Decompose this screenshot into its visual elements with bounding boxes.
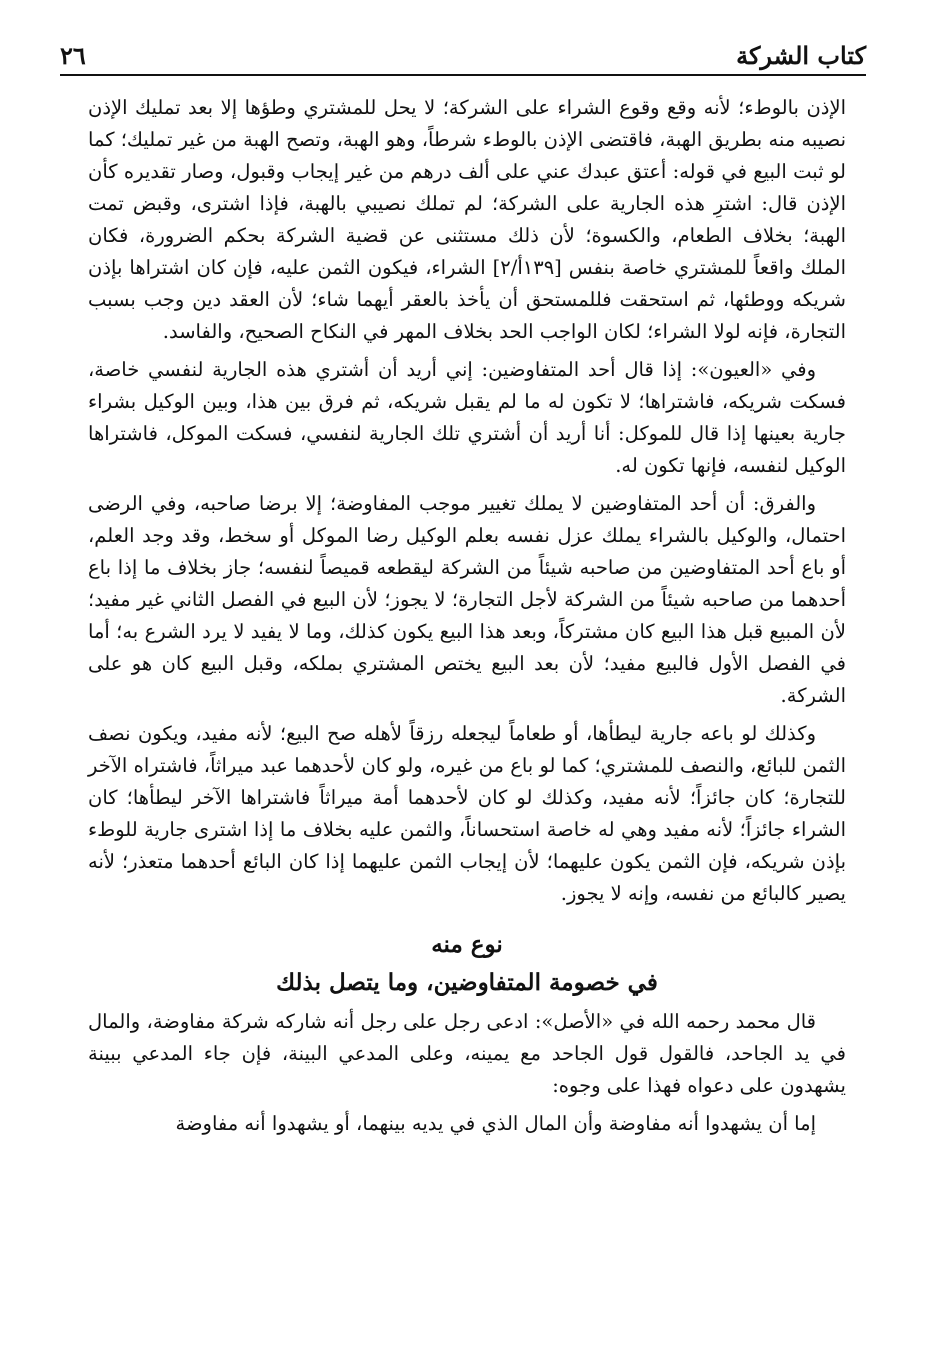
paragraph: قال محمد رحمه الله في «الأصل»: ادعى رجل على رجل أنه شاركه شركة مفاوضة، والمال في يد الجاحد، فالقول قول الجاحد مع يمينه، وعلى المدعي البينة، فإن جاء المدعي ببينة يشهدون على دعواه فهذا على وجوه:: [88, 1010, 846, 1097]
section-heading: [88, 926, 846, 1002]
paragraph: والفرق: أن أحد المتفاوضين لا يملك تغيير موجب المفاوضة؛ إلا برضا صاحبه، وفي الرضى احتمال، والوكيل بالشراء يملك عزل نفسه بعلم الوكيل رضا الموكل أو سخط، وقد وجد العلم، أو باع أحد المتفاوضين من صاحبه شيئاً من الشركة ليقطعه قميصاً لنفسه؛ جاز بخلاف ما إذا باع أحدهما من صاحبه شيئاً من الشركة لأجل التجارة؛ لا يجوز؛ لأن البيع في الفصل الثاني غير مفيد؛ لأن المبيع قبل هذا البيع كان مشتركاً، وبعد هذا البيع يكون كذلك، وما لا يفيد لا يرد الشرع به؛ أما في الفصل الأول فالبيع مفيد؛ لأن بعد البيع يختص المشتري بملكه، وقبل البيع كان هو على الشركة.: [88, 492, 846, 707]
paragraph: إما أن يشهدوا أنه مفاوضة وأن المال الذي في يديه بينهما، أو يشهدوا أنه مفاوضة: [175, 1112, 816, 1135]
page-header: [60, 30, 866, 76]
paragraph: وفي «العيون»: إذا قال أحد المتفاوضين: إني أريد أن أشتري هذه الجارية لنفسي خاصة، فسكت شريكه، فاشتراها؛ لا تكون له ما لم يقبل شريكه، ثم فرق بين هذا، وبين الوكيل بشراء جارية بعينها إذا قال للموكل: أنا أريد أن أشتري تلك الجارية لنفسي، فسكت الموكل، فاشتراها الوكيل لنفسه، فإنها تكون له.: [88, 358, 846, 477]
paragraph: الإذن بالوطء؛ لأنه وقع وقوع الشراء على الشركة؛ لا يحل للمشتري وطؤها إلا بعد تمليك الإذن نصيبه منه بطريق الهبة، فاقتضى الإذن بالوطء شرطاً، وهو الهبة، وتصح الهبة من غير تمليك؛ كما لو ثبت البيع في قوله: أعتق عبدك عني على ألف درهم من غير إيجاب وقبول، وصار تقديره كأن الإذن قال: اشترِ هذه الجارية على الشركة؛ لم تملك نصيبي بالهبة، فإذا اشترى، وقبض تمت الهبة؛ بخلاف الطعام، والكسوة؛ لأن ذلك مستثنى عن قضية الشركة بحكم الضرورة، فكان الملك واقعاً للمشتري خاصة بنفس [١٣٩أ/٢] الشراء، فيكون الثمن عليه، فإن كان اشتراها بإذن شريكه ووطئها، ثم استحقت فللمستحق أن يأخذ بالعقر أيهما شاء؛ لأن العقد دين وجب بسبب التجارة، فإنه لولا الشراء؛ لكان الواجب الحد بخلاف المهر في النكاح الصحيح، والفاسد.: [88, 96, 846, 343]
book-title: كتاب الشركة: [736, 41, 866, 70]
paragraph: وكذلك لو باعه جارية ليطأها، أو طعاماً ليجعله رزقاً لأهله صح البيع؛ لأنه مفيد، ويكون نصف الثمن للبائع، والنصف للمشتري؛ كما لو باع من غيره، ولو كان لأحدهما عبد ميراثاً، فاشتراه الآخر للتجارة؛ كان جائزاً؛ لأنه مفيد، وكذلك لو كان لأحدهما أمة ميراثاً فاشتراها الآخر ليطأها؛ كان الشراء جائزاً؛ لأنه مفيد وهي له خاصة استحساناً، والثمن عليه بخلاف ما إذا اشترى جارية للوطء بإذن شريكه، فإن الثمن يكون عليهما؛ لأن إيجاب الثمن عليهما إذا كان البائع أحدهما متعذر؛ لأنه يصير كالبائع من نفسه، وإنه لا يجوز.: [88, 722, 846, 905]
section-title-line2: في خصومة المتفاوضين، وما يتصل بذلك: [276, 969, 658, 996]
page-body: [88, 92, 846, 1146]
page-number: ٢٦: [60, 41, 86, 70]
section-title-line1: نوع منه: [431, 931, 503, 958]
